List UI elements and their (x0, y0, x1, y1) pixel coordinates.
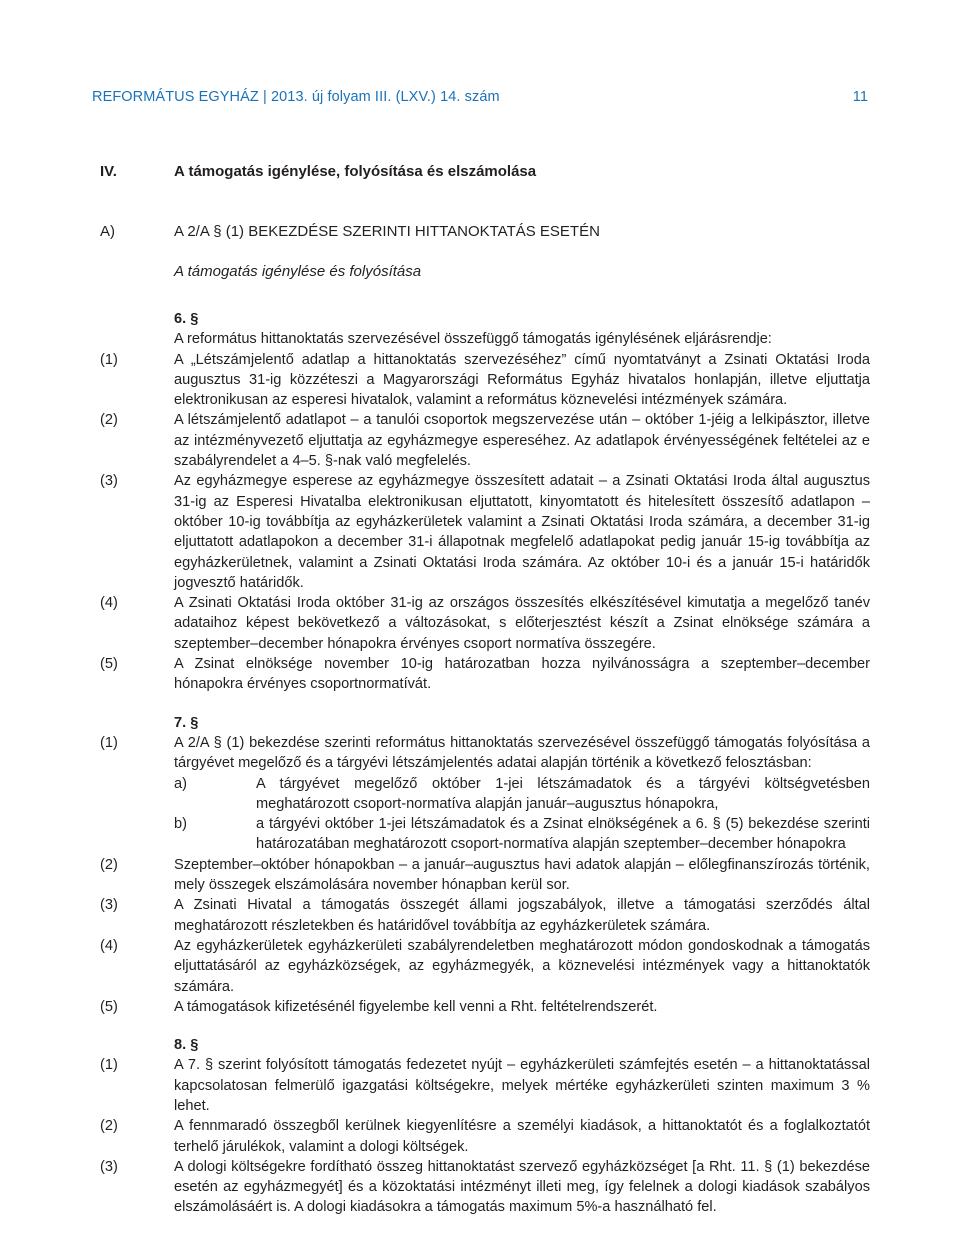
item-number: (4) (100, 595, 118, 612)
item-text: A Zsinati Hivatal a támogatás összegét állami jogszabályok, illetve a támogatási szerződés által meghatározott részletekben és határidővel továbbítja az egyházkerületek számára. (174, 897, 870, 934)
sub-item (100, 774, 870, 815)
list-item (100, 1116, 870, 1157)
list-item (100, 936, 870, 997)
item-number: (3) (100, 1158, 118, 1175)
list-item (100, 733, 870, 774)
header-publication: REFORMÁTUS EGYHÁZ | 2013. új folyam III. (LXV.) 14. szám (92, 89, 500, 105)
sub-item (100, 814, 870, 855)
sub-item-label: b) (174, 816, 187, 833)
section-heading (100, 223, 880, 240)
spacer (100, 1017, 870, 1035)
item-number: (4) (100, 937, 118, 954)
chapter-heading (100, 163, 880, 180)
list-item (100, 593, 870, 654)
list-item (100, 1157, 870, 1218)
paragraph-6-title: 6. § (174, 311, 199, 327)
item-number: (1) (100, 734, 118, 751)
sub-item-text: A tárgyévet megelőző október 1-jei létszámadatok és a tárgyévi költségvetésben meghatározott csoport-normatíva alapján január–augusztus hónapokra, (256, 775, 870, 812)
item-text: A létszámjelentő adatlapot – a tanulói csoportok megszervezése után – október 1-jéig a lelkipásztor, illetve az intézményvezető eljuttatja az egyházmegye espereséhez. Az adatlapok érvényességének feltételei az e szabályrendelet a 4–5. §-nak való megfelelés. (174, 412, 870, 470)
item-number: (2) (100, 856, 118, 873)
item-text: A Zsinat elnöksége november 10-ig határozatban hozza nyilvánosságra a szeptember–december hónapokra érvényes csoportnormatívát. (174, 656, 870, 693)
item-number: (5) (100, 656, 118, 673)
item-text: A Zsinati Oktatási Iroda október 31-ig az országos összesítés elkészítésével kimutatja a megelőző tanév adataihoz képest bekövetkező a változásokat, s előterjesztést készít a Zsinat elnöksége számára a szeptember–december hónapokra érvényes csoport normatíva összegére. (174, 595, 870, 652)
item-text: A 2/A § (1) bekezdése szerinti református hittanoktatás szervezésével összefüggő támogatás folyósítása a tárgyévet megelőző és a tárgyévi létszámjelentés adatai alapján történik a következő felosztásban: (174, 734, 870, 772)
item-number: (3) (100, 473, 118, 490)
item-number: (3) (100, 897, 118, 914)
item-text: A támogatások kifizetésénél figyelembe kell venni a Rht. feltételrendszerét. (174, 998, 658, 1015)
item-number: (2) (100, 412, 118, 429)
item-number: (1) (100, 1057, 118, 1074)
item-number: (1) (100, 351, 118, 368)
list-item (100, 1055, 870, 1116)
item-number: (5) (100, 998, 118, 1015)
list-item (100, 410, 870, 471)
list-item (100, 997, 870, 1017)
list-item (100, 350, 870, 411)
sub-item-text: a tárgyévi október 1-jei létszámadatok és a Zsinat elnökségének a 6. § (5) bekezdése szerinti határozatában meghatározott csoport-normatíva alapján szeptember–december hónapokra (256, 816, 870, 853)
chapter-number: IV. (100, 163, 117, 180)
item-number: (2) (100, 1118, 118, 1135)
paragraph-6-intro: A református hittanoktatás szervezésével összefüggő támogatás igénylésének eljárásrendje: (174, 331, 772, 348)
subheading: A támogatás igénylése és folyósítása (174, 263, 422, 280)
item-text: A 7. § szerint folyósított támogatás fedezetet nyújt – egyházkerületi számfejtés esetén – a hittanoktatással kapcsolatosan felmerülő igazgatási költségekre, melyek mértéke egyházkerületi szinten maximum 3 % lehet. (174, 1057, 870, 1114)
item-text: Az egyházkerületek egyházkerületi szabályrendeletben meghatározott módon gondoskodnak a támogatás eljuttatásáról az egyházközségek, az egyházmegyék, a köznevelési intézmények vagy a hittanoktatók számára. (174, 937, 870, 995)
paragraph-7-title: 7. § (174, 714, 199, 731)
item-text: A „Létszámjelentő adatlap a hittanoktatás szervezéséhez” című nyomtatványt a Zsinati Oktatási Iroda augusztus 31-ig közzéteszi a Magyarországi Református Egyház hivatalos honlapján, illetve eljuttatja elektronikusan az esperesi hivatalok, valamint a református köznevelési intézmények számára. (174, 351, 870, 409)
list-item (100, 895, 870, 936)
list-item (100, 471, 870, 593)
running-header (92, 89, 868, 105)
page-number: 11 (852, 89, 868, 105)
item-text: Az egyházmegye esperese az egyházmegye összesített adatait – a Zsinati Oktatási Iroda által augusztus 31-ig az Esperesi Hivatalba elektronikusan eljuttatott, kinyomtatott és hitelesített összesítő adatlapon – október 10-ig továbbítja az egyházkerületek valamint a Zsinati Oktatási Iroda számára, a december 31-ig eljuttatott adatlapokon a december 31-i állapotnak megfelelő adatlapokat pedig január 15-ig továbbítja az egyházkerületnek, valamint a Zsinati Oktatási Iroda számára. Az október 10-i és a január 15-i határidők jogvesztő határidők. (174, 473, 870, 591)
item-text: A fennmaradó összegből kerülnek kiegyenlítésre a személyi kiadások, a hittanoktatót és a foglalkoztatót terhelő járulékok, valamint a dologi költségek. (174, 1118, 870, 1155)
document-body (100, 309, 870, 1218)
list-item (100, 654, 870, 695)
sub-item-label: a) (174, 775, 187, 792)
section-number: A) (100, 223, 115, 240)
paragraph-8-title: 8. § (174, 1037, 199, 1054)
list-item (100, 855, 870, 896)
spacer (100, 695, 870, 713)
item-text: A dologi költségekre fordítható összeg hittanoktatást szervező egyházközséget [a Rht. 11. § (1) bekezdése esetén az egyházmegyét] és a közoktatási intézményt illeti meg, így felelnek a dologi kiadások szabályos elszámolásáért is. A dologi kiadásokra a támogatás maximum 5%-a használható fel. (174, 1158, 870, 1216)
section-title: A 2/A § (1) BEKEZDÉSE SZERINTI HITTANOKTATÁS ESETÉN (174, 223, 600, 240)
chapter-title: A támogatás igénylése, folyósítása és elszámolása (174, 163, 537, 180)
item-text: Szeptember–október hónapokban – a január–augusztus havi adatok alapján – előlegfinanszírozás történik, mely összegek elszámolására november hónapban kerül sor. (174, 856, 870, 894)
